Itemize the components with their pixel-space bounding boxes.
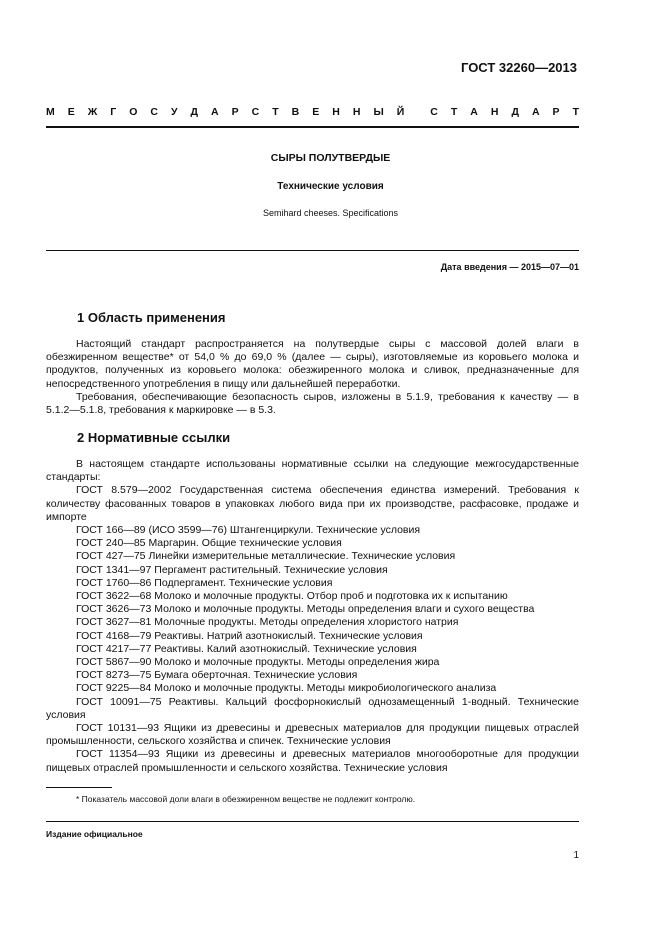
header-rule (46, 126, 579, 128)
normative-reference-item: ГОСТ 3626—73 Молоко и молочные продукты. Методы определения влаги и сухого вещества (76, 603, 535, 616)
standard-type-letter: Т (572, 106, 579, 118)
normative-reference-item: ГОСТ 1341—97 Пергамент растительный. Технические условия (76, 563, 388, 576)
normative-reference-item: ГОСТ 8.579—2002 Государственная система обеспечения единства измерений. Требования к количеству фасованных товаров в упаковках любого вида при их производстве, расфасовке, продаже и импорте (46, 484, 579, 523)
normative-reference-item: ГОСТ 4217—77 Реактивы. Калий азотнокислый. Технические условия (76, 642, 417, 655)
normative-references-list (46, 484, 579, 774)
standard-type-letter: Т (272, 106, 279, 118)
standard-type-letter: Д (511, 106, 519, 118)
document-title-english: Semihard cheeses. Specifications (262, 208, 399, 218)
normative-reference-item: ГОСТ 1760—86 Подпергамент. Технические условия (76, 576, 333, 589)
standard-type-letter: С (251, 106, 260, 118)
standard-type-letter: Н (490, 106, 499, 118)
gost-code: ГОСТ 32260—2013 (461, 60, 577, 75)
standard-type-letter: Ж (87, 106, 98, 118)
section-2-intro: В настоящем стандарте использованы нормативные ссылки на следующие межгосударственные стандарты: (46, 458, 579, 484)
normative-reference-item: ГОСТ 427—75 Линейки измерительные металлические. Технические условия (76, 550, 456, 563)
standard-type-letter: Й (396, 106, 405, 118)
standard-type-letter: В (291, 106, 300, 118)
normative-reference-item: ГОСТ 166—89 (ИСО 3599—76) Штангенциркули. Технические условия (76, 524, 421, 537)
standard-type-letter: Н (332, 106, 340, 118)
section-2-body (46, 458, 579, 775)
standard-type-letter: Е (312, 106, 320, 118)
standard-type-letter: Ы (373, 106, 384, 118)
standard-type-letter: А (211, 106, 219, 118)
document-title: СЫРЫ ПОЛУТВЕРДЫЕ (270, 152, 391, 164)
introduction-date: Дата введения — 2015—07—01 (440, 262, 579, 272)
footnote: * Показатель массовой доли влаги в обезжиренном веществе не подлежит контролю. (76, 794, 416, 804)
section-2-heading: 2 Нормативные ссылки (77, 430, 231, 445)
standard-type-letter: Е (67, 106, 75, 118)
document-subtitle: Технические условия (277, 181, 384, 192)
standard-type-letter: Р (552, 106, 560, 118)
standard-type-letter: О (129, 106, 138, 118)
normative-reference-item: ГОСТ 11354—93 Ящики из древесины и древесных материалов многооборотные для продукции пищевых отраслей промышленности и сельского хозяйства. Технические условия (46, 748, 579, 774)
footer-rule (46, 821, 579, 822)
standard-type-letter: Г (110, 106, 117, 118)
normative-reference-item: ГОСТ 8273—75 Бумага оберточная. Технические условия (76, 669, 358, 682)
normative-reference-item: ГОСТ 9225—84 Молоко и молочные продукты. Методы микробиологического анализа (76, 682, 497, 695)
section-1-body (46, 338, 579, 417)
normative-reference-item: ГОСТ 4168—79 Реактивы. Натрий азотнокислый. Технические условия (76, 629, 423, 642)
standard-type-letter: А (470, 106, 478, 118)
normative-reference-item: ГОСТ 5867—90 Молоко и молочные продукты. Методы определения жира (76, 656, 440, 669)
standard-type-letter: А (531, 106, 540, 118)
standard-type-letter: Н (352, 106, 361, 118)
section-1-paragraph: Требования, обеспечивающие безопасность сыров, изложены в 5.1.9, требования к качеству — в 5.1.2—5.1.8, требования к маркировке — в 5.3. (46, 390, 579, 417)
standard-type-letter: Д (190, 106, 199, 118)
standard-type-letter: Т (450, 106, 458, 118)
page-number: 1 (573, 850, 579, 861)
standard-type-letter: Р (231, 106, 239, 118)
section-1-paragraph: Настоящий стандарт распространяется на полутвердые сыры с массовой долей влаги в обезжиренном веществе* от 54,0 % до 69,0 % (далее — сыры), изготовляемые из коровьего молока и продуктов, полученных из коровьего молока: обезжиренного молока и сливок, предназначенные для непосредственного употребления в пищу или дальнейшей переработки. (46, 338, 579, 390)
standard-type-heading (46, 106, 579, 118)
normative-reference-item: ГОСТ 3627—81 Молочные продукты. Методы определения хлористого натрия (76, 616, 459, 629)
normative-reference-item: ГОСТ 10131—93 Ящики из древесины и древесных материалов для продукции пищевых отраслей промышленности, сельского хозяйства и спичек. Технические условия (46, 722, 579, 748)
standard-type-letter: С (430, 106, 438, 118)
footnote-rule (46, 787, 112, 788)
standard-type-letter: У (170, 106, 178, 118)
normative-reference-item: ГОСТ 3622—68 Молоко и молочные продукты. Отбор проб и подготовка их к испытанию (76, 590, 508, 603)
standard-type-letter: М (46, 106, 55, 118)
normative-reference-item: ГОСТ 10091—75 Реактивы. Кальций фосфорнокислый однозамещенный 1-водный. Технические условия (46, 695, 579, 721)
edition-label: Издание официальное (46, 829, 143, 839)
normative-reference-item: ГОСТ 240—85 Маргарин. Общие технические условия (76, 537, 342, 550)
standard-type-letter: С (150, 106, 158, 118)
title-rule (46, 250, 579, 251)
section-1-heading: 1 Область применения (77, 310, 226, 325)
